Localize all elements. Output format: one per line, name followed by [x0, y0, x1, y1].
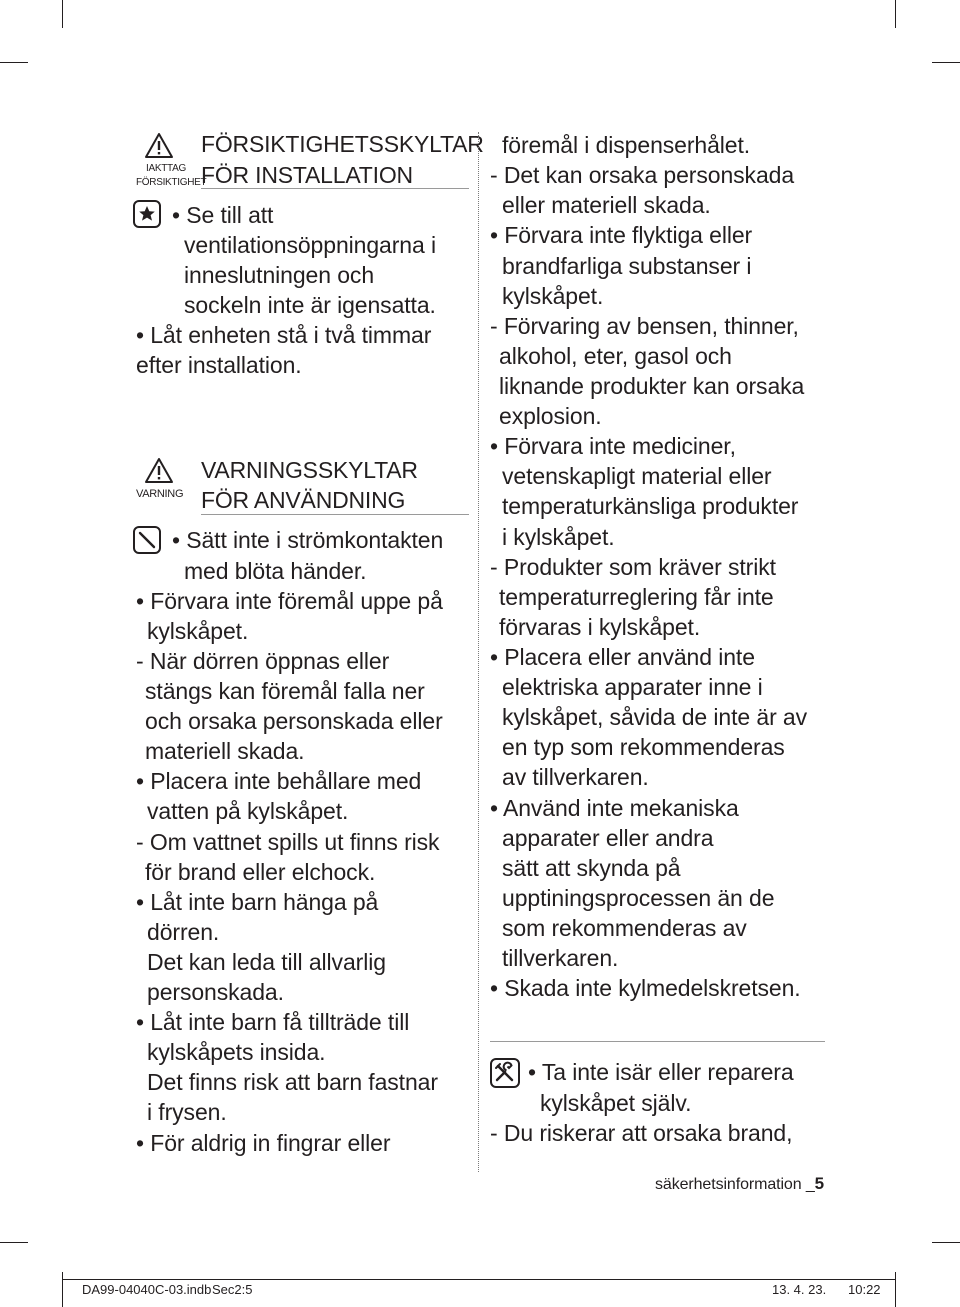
warning-line: materiell skada. [145, 738, 305, 764]
heading-rule [201, 188, 469, 189]
caution-icon-label: IAKTTAG [146, 163, 186, 174]
warning-line: kylskåpets insida. [147, 1039, 326, 1065]
slug-rule [62, 1279, 896, 1280]
caution-line: • Låt enheten stå i två timmar [136, 322, 432, 348]
crop-mark [895, 1272, 896, 1307]
column-divider [478, 132, 479, 1172]
right-line: som rekommenderas av [502, 915, 747, 941]
crop-mark [0, 1242, 28, 1243]
warning-line: • Sätt inte i strömkontakten [172, 527, 444, 553]
footer-section: säkerhetsinformation _ [655, 1176, 815, 1193]
warning-line: för brand eller elchock. [145, 859, 376, 885]
right-line: tillverkaren. [502, 945, 619, 971]
warning-heading: VARNINGSSKYLTAR [201, 457, 418, 483]
right-line: eller materiell skada. [502, 192, 711, 218]
right-line: • Skada inte kylmedelskretsen. [490, 975, 801, 1001]
heading-rule [201, 514, 469, 515]
warning-line: med blöta händer. [184, 558, 367, 584]
prohibited-box-icon [133, 526, 161, 554]
right-line: explosion. [499, 403, 602, 429]
right-line: • Placera eller använd inte [490, 644, 755, 670]
right-line: apparater eller andra [502, 825, 714, 851]
crop-mark [895, 0, 896, 28]
warning-line: • För aldrig in fingrar eller [136, 1130, 391, 1156]
warning-line: Det kan leda till allvarlig [147, 949, 386, 975]
right-line: i kylskåpet. [502, 524, 615, 550]
right-line: • Förvara inte flyktiga eller [490, 222, 753, 248]
warning-line: Det finns risk att barn fastnar [147, 1069, 438, 1095]
right-line: temperaturkänsliga produkter [502, 493, 799, 519]
caution-heading: FÖRSIKTIGHETSSKYLTAR [201, 131, 484, 157]
no-disassembly-icon [490, 1058, 520, 1088]
warning-icon-label: VARNING [136, 488, 184, 500]
right-line: • Förvara inte mediciner, [490, 433, 736, 459]
right-line: vetenskapligt material eller [502, 463, 772, 489]
warning-line: kylskåpet. [147, 618, 249, 644]
right-line: föremål i dispenserhålet. [502, 132, 751, 158]
repair-line: kylskåpet själv. [540, 1090, 692, 1116]
page-footer [655, 1173, 824, 1196]
warning-line: - När dörren öppnas eller [136, 648, 390, 674]
slug-section: Sec2:5 [212, 1282, 253, 1297]
repair-line: - Du riskerar att orsaka brand, [490, 1120, 793, 1146]
warning-line: stängs kan föremål falla ner [145, 678, 425, 704]
crop-mark [62, 0, 63, 28]
warning-line: personskada. [147, 979, 284, 1005]
right-line: upptiningsprocessen än de [502, 885, 775, 911]
right-line: kylskåpet. [502, 283, 604, 309]
caution-line: efter installation. [136, 352, 302, 378]
slug-date: 13. 4. 23. [772, 1282, 827, 1297]
right-line: alkohol, eter, gasol och [499, 343, 732, 369]
warning-line: • Låt inte barn få tillträde till [136, 1009, 410, 1035]
caution-line: ventilationsöppningarna i [184, 232, 436, 258]
right-line: - Produkter som kräver strikt [490, 554, 776, 580]
crop-mark [0, 62, 28, 63]
right-line: kylskåpet, såvida de inte är av [502, 704, 808, 730]
caution-heading: FÖR INSTALLATION [201, 162, 413, 188]
section-rule [490, 1041, 825, 1042]
caution-triangle-icon [145, 133, 173, 159]
crop-mark [932, 1242, 960, 1243]
crop-mark [932, 62, 960, 63]
warning-line: dörren. [147, 919, 220, 945]
caution-line: • Se till att [172, 202, 274, 228]
caution-line: sockeln inte är igensatta. [184, 292, 436, 318]
warning-line: • Förvara inte föremål uppe på [136, 588, 443, 614]
repair-line: • Ta inte isär eller reparera [528, 1059, 794, 1085]
warning-line: • Placera inte behållare med [136, 768, 422, 794]
slug-time: 10:22 [848, 1282, 881, 1297]
star-box-icon [133, 200, 161, 228]
right-line: temperaturreglering får inte [499, 584, 774, 610]
warning-line: • Låt inte barn hänga på [136, 889, 379, 915]
caution-line: inneslutningen och [184, 262, 375, 288]
warning-line: och orsaka personskada eller [145, 708, 443, 734]
page-number: 5 [814, 1174, 825, 1193]
right-line: • Använd inte mekaniska [490, 795, 739, 821]
caution-icon-label: FÖRSIKTIGHET [136, 177, 207, 188]
right-line: - Förvaring av bensen, thinner, [490, 313, 799, 339]
crop-mark [62, 1272, 63, 1307]
right-line: förvaras i kylskåpet. [499, 614, 701, 640]
warning-line: vatten på kylskåpet. [147, 798, 349, 824]
right-line: - Det kan orsaka personskada [490, 162, 795, 188]
warning-line: i frysen. [147, 1099, 227, 1125]
right-line: en typ som rekommenderas [502, 734, 785, 760]
warning-triangle-icon [145, 458, 173, 484]
right-line: elektriska apparater inne i [502, 674, 763, 700]
right-line: liknande produkter kan orsaka [499, 373, 805, 399]
right-line: av tillverkaren. [502, 764, 649, 790]
warning-heading: FÖR ANVÄNDNING [201, 487, 406, 513]
slug-file: DA99-04040C-03.indb [82, 1282, 212, 1297]
right-line: brandfarliga substanser i [502, 253, 752, 279]
warning-line: - Om vattnet spills ut finns risk [136, 829, 440, 855]
right-line: sätt att skynda på [502, 855, 681, 881]
